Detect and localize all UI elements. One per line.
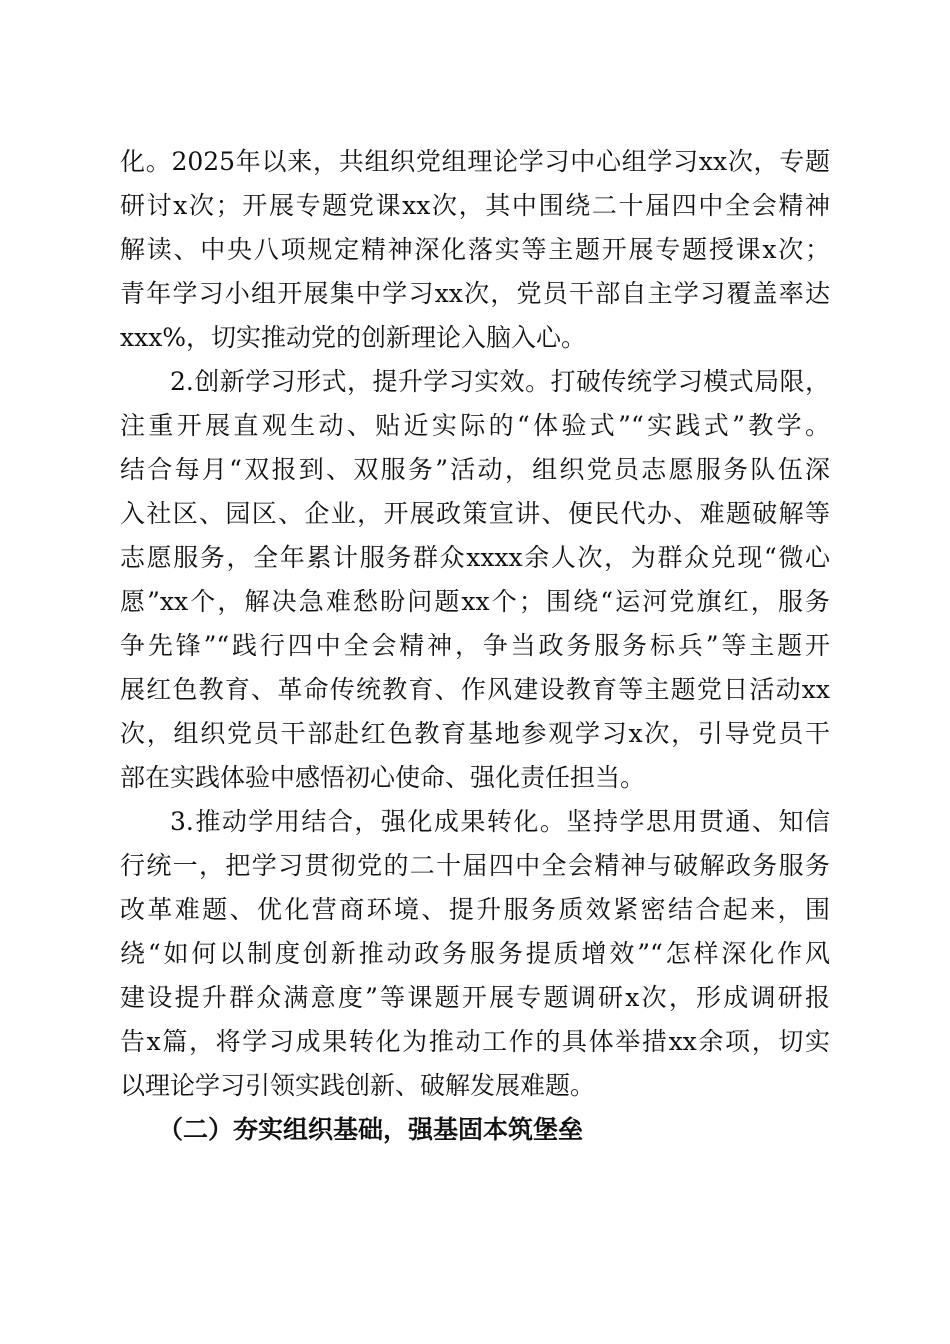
paragraph-2-line-8: 展红色教育、革命传统教育、作风建设教育等主题党日活动xx: [120, 675, 830, 704]
paragraph-2-line-4: 入社区、园区、企业，开展政策宣讲、便民代办、难题破解等: [120, 499, 830, 528]
paragraph-2-line-6: 愿”xx个，解决急难愁盼问题xx个；围绕“运河党旗红，服务: [120, 587, 830, 616]
section-heading: （二）夯实组织基础，强基固本筑堡垒: [158, 1115, 584, 1144]
paragraph-3-line-1: 3.推动学用结合，强化成果转化。坚持学思用贯通、知信: [170, 807, 830, 836]
paragraph-1-line-2: 研讨x次；开展专题党课xx次，其中围绕二十届四中全会精神: [120, 191, 830, 220]
paragraph-3-line-6: 告x篇，将学习成果转化为推动工作的具体举措xx余项，切实: [120, 1027, 830, 1056]
paragraph-2-line-7: 争先锋”“践行四中全会精神，争当政务服务标兵”等主题开: [120, 631, 830, 660]
paragraph-1-line-4: 青年学习小组开展集中学习xx次，党员干部自主学习覆盖率达: [120, 279, 830, 308]
paragraph-3-line-2: 行统一，把学习贯彻党的二十届四中全会精神与破解政务服务: [120, 851, 830, 880]
paragraph-3-line-7: 以理论学习引领实践创新、破解发展难题。: [120, 1071, 596, 1100]
paragraph-2-line-3: 结合每月“双报到、双服务”活动，组织党员志愿服务队伍深: [120, 455, 830, 484]
paragraph-2-line-9: 次，组织党员干部赴红色教育基地参观学习x次，引导党员干: [120, 719, 830, 748]
paragraph-1-line-5: xxx%，切实推动党的创新理论入脑入心。: [120, 323, 587, 352]
paragraph-2-line-1: 2.创新学习形式，提升学习实效。打破传统学习模式局限，: [170, 367, 830, 396]
paragraph-2-line-2: 注重开展直观生动、贴近实际的“体验式”“实践式”教学。: [120, 411, 830, 440]
paragraph-2-line-5: 志愿服务，全年累计服务群众xxxx余人次，为群众兑现“微心: [120, 543, 830, 572]
paragraph-2-line-10: 部在实践体验中感悟初心使命、强化责任担当。: [120, 763, 646, 792]
paragraph-1-line-3: 解读、中央八项规定精神深化落实等主题开展专题授课x次；: [120, 235, 830, 264]
paragraph-1-line-1: 化。2025年以来，共组织党组理论学习中心组学习xx次，专题: [120, 147, 830, 176]
paragraph-3-line-3: 改革难题、优化营商环境、提升服务质效紧密结合起来，围: [120, 895, 830, 924]
paragraph-3-line-5: 建设提升群众满意度”等课题开展专题调研x次，形成调研报: [120, 983, 830, 1012]
paragraph-3-line-4: 绕“如何以制度创新推动政务服务提质增效”“怎样深化作风: [120, 939, 830, 968]
